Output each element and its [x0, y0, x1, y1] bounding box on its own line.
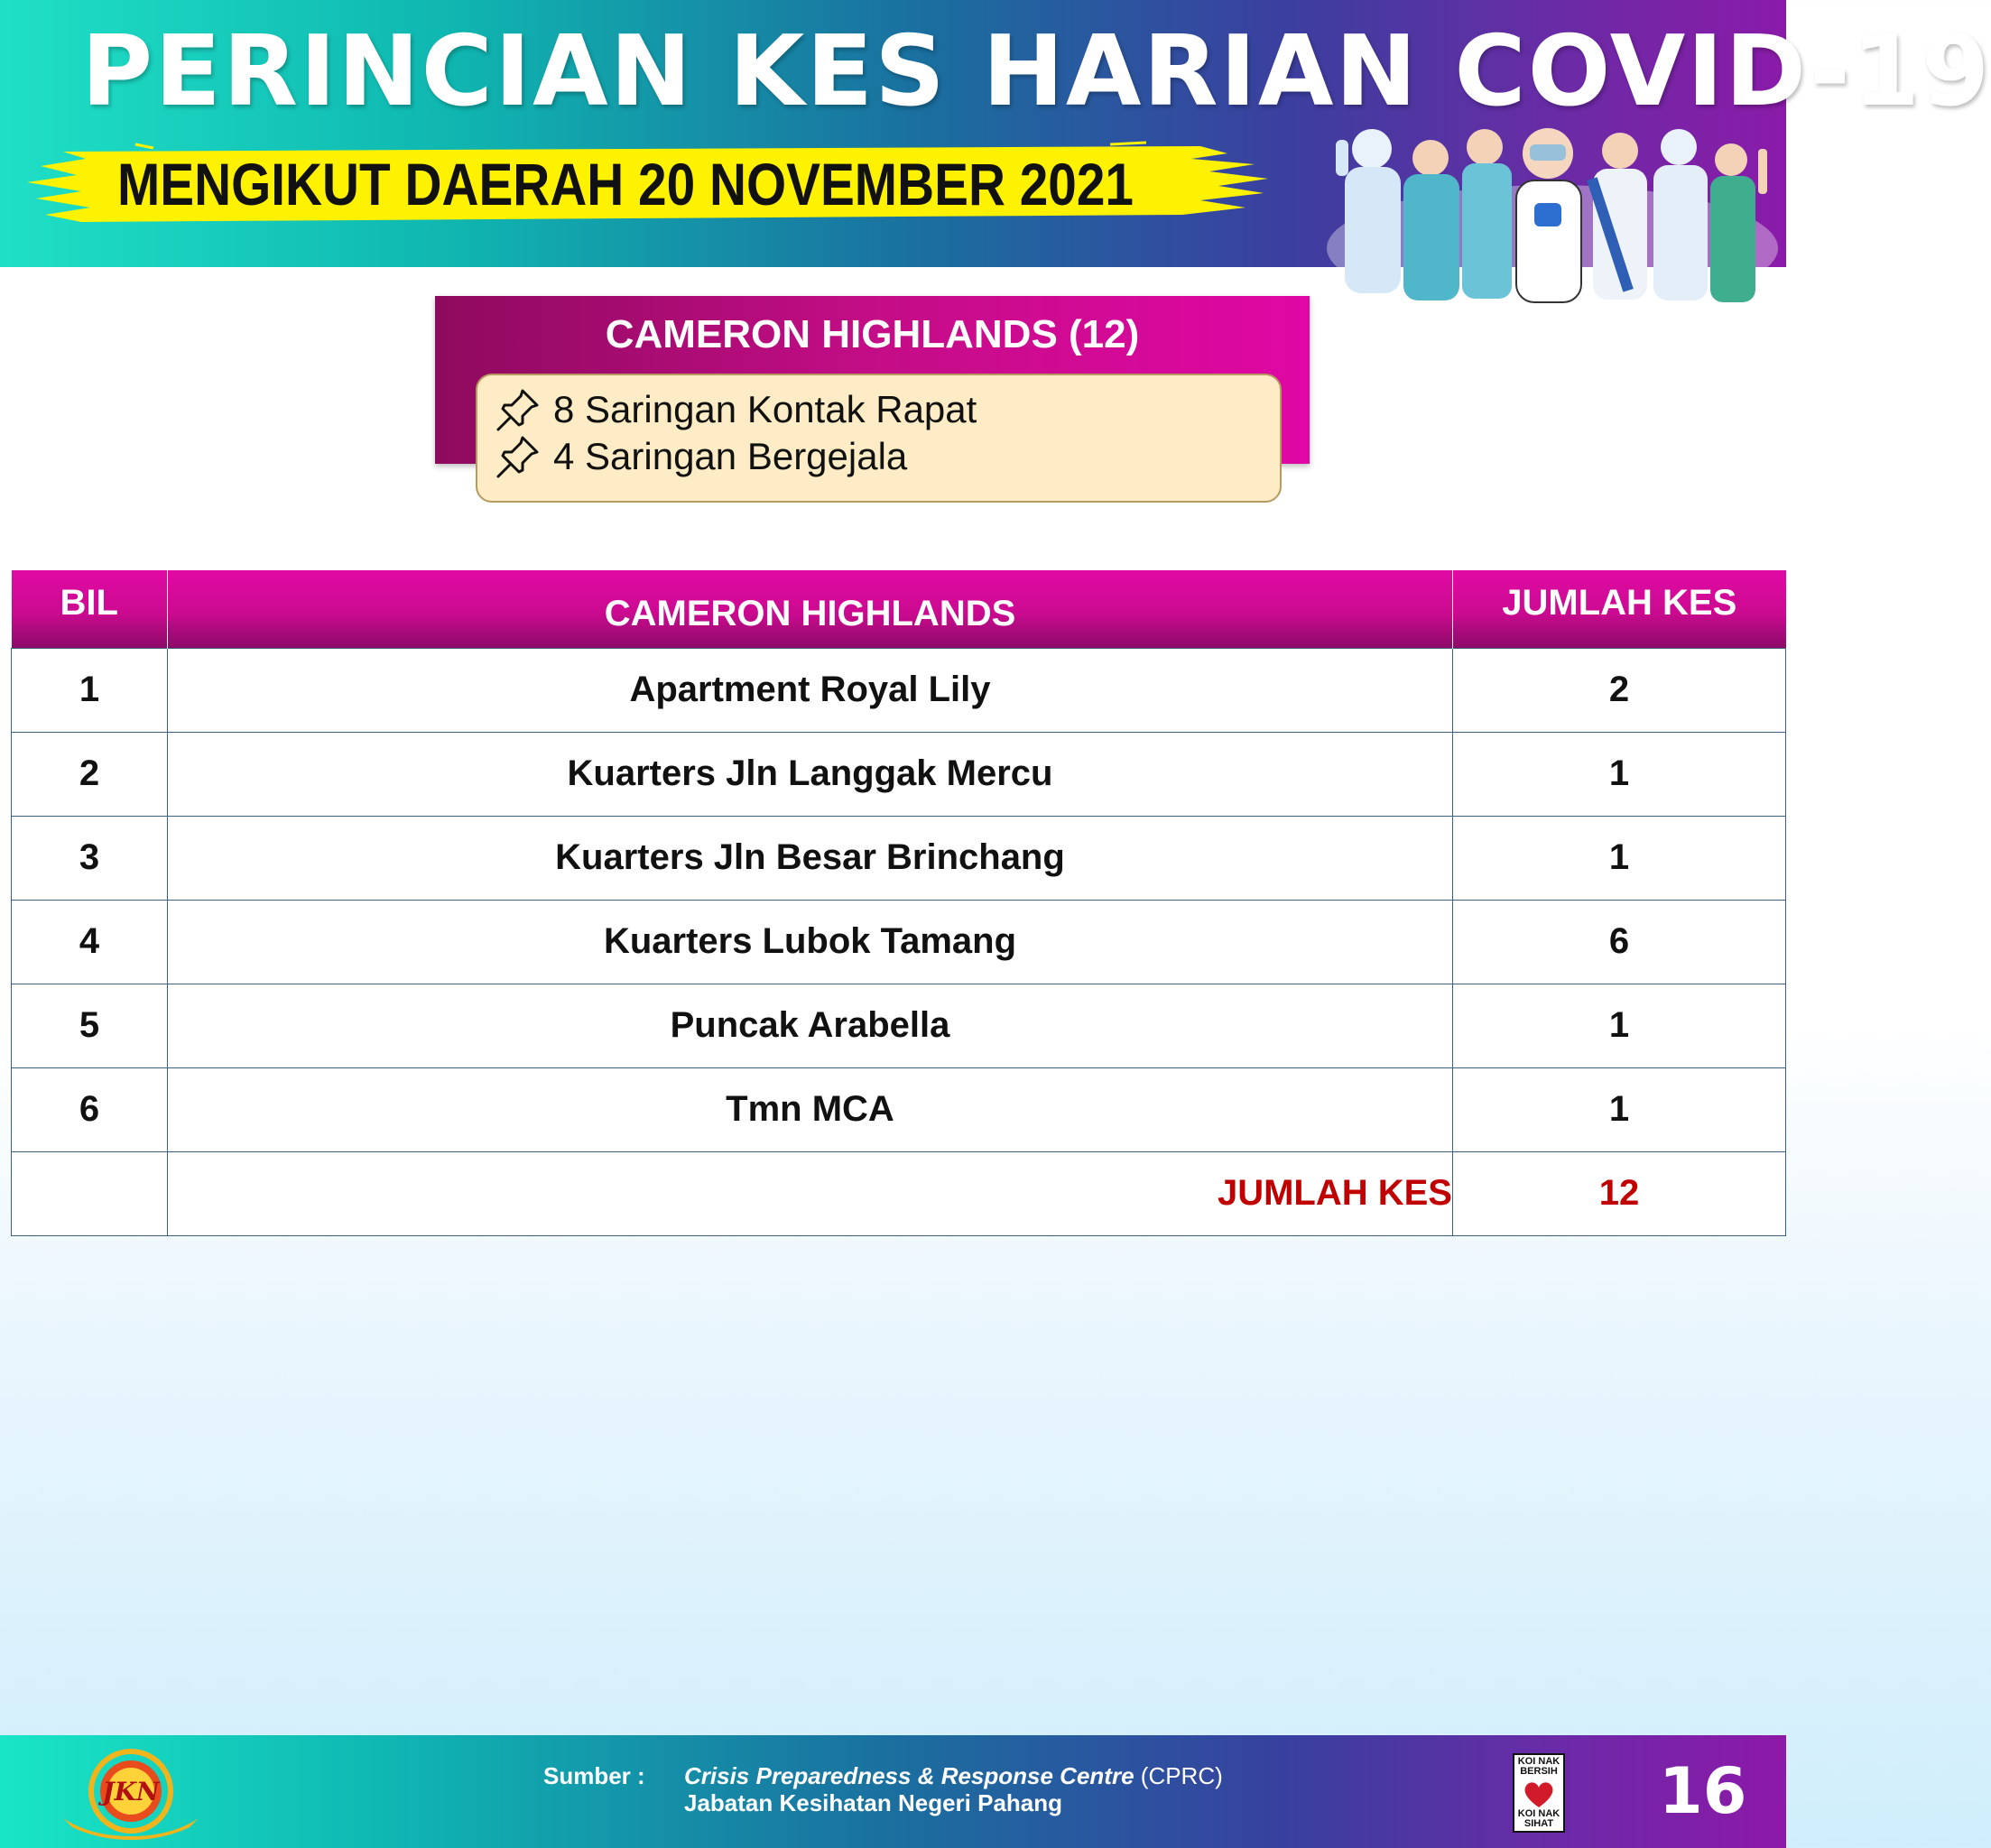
page-number: 16 — [1659, 1754, 1747, 1828]
subtitle-banner — [27, 143, 1273, 226]
row-location: Tmn MCA — [168, 1067, 1453, 1151]
table-row — [12, 900, 1786, 984]
source-label: Sumber : — [543, 1762, 645, 1789]
source-org-line — [684, 1762, 1223, 1790]
case-table — [11, 570, 1786, 1236]
column-header-cases: JUMLAH KES — [1453, 570, 1786, 648]
table-header-row — [12, 570, 1786, 648]
header-banner — [0, 0, 1991, 267]
heart-icon — [1523, 1780, 1555, 1809]
row-number: 3 — [12, 816, 168, 900]
table-row — [12, 984, 1786, 1067]
row-location: Kuarters Lubok Tamang — [168, 900, 1453, 984]
row-number: 5 — [12, 984, 168, 1067]
healthcare-workers-illustration — [1318, 113, 1786, 307]
row-number: 4 — [12, 900, 168, 984]
row-cases: 1 — [1453, 816, 1786, 900]
total-empty-cell — [12, 1151, 168, 1235]
koi-bottom-text: KOI NAK SIHAT — [1517, 1808, 1560, 1829]
source-abbr: (CPRC) — [1140, 1762, 1223, 1789]
koi-top-text: KOI NAK BERSIH — [1517, 1756, 1560, 1777]
page-title: PERINCIAN KES HARIAN COVID-19 — [81, 15, 1991, 128]
pin-icon — [495, 387, 541, 432]
row-location: Apartment Royal Lily — [168, 648, 1453, 732]
column-header-location: CAMERON HIGHLANDS — [168, 570, 1453, 648]
row-location: Kuarters Jln Besar Brinchang — [168, 816, 1453, 900]
source-department: Jabatan Kesihatan Negeri Pahang — [684, 1789, 1063, 1816]
row-cases: 1 — [1453, 732, 1786, 816]
row-location: Puncak Arabella — [168, 984, 1453, 1067]
row-cases: 1 — [1453, 1067, 1786, 1151]
footer-bar — [0, 1735, 1786, 1848]
page-subtitle: MENGIKUT DAERAH 20 NOVEMBER 2021 — [117, 151, 1134, 217]
table-row — [12, 648, 1786, 732]
district-title: CAMERON HIGHLANDS (12) — [605, 312, 1140, 356]
table-row — [12, 816, 1786, 900]
koi-nak-sihat-badge — [1513, 1753, 1565, 1833]
worker-figure-icon — [1336, 129, 1401, 293]
screening-item — [495, 433, 907, 480]
column-header-bil: BIL — [12, 570, 168, 648]
row-cases: 1 — [1453, 984, 1786, 1067]
screening-item — [495, 386, 977, 433]
source-org: Crisis Preparedness & Response Centre — [684, 1762, 1134, 1789]
screening-text: 4 Saringan Bergejala — [553, 435, 908, 477]
total-label: JUMLAH KES — [168, 1151, 1453, 1235]
logo-text: JKN — [102, 1777, 160, 1806]
row-cases: 6 — [1453, 900, 1786, 984]
jkn-logo — [54, 1746, 208, 1841]
table-row — [12, 732, 1786, 816]
screening-text: 8 Saringan Kontak Rapat — [553, 388, 977, 430]
row-number: 2 — [12, 732, 168, 816]
table-row — [12, 1067, 1786, 1151]
row-cases: 2 — [1453, 648, 1786, 732]
table-total-row — [12, 1151, 1786, 1235]
screening-summary-box — [476, 374, 1282, 503]
total-value: 12 — [1453, 1151, 1786, 1235]
row-location: Kuarters Jln Langgak Mercu — [168, 732, 1453, 816]
row-number: 6 — [12, 1067, 168, 1151]
row-number: 1 — [12, 648, 168, 732]
pin-icon — [495, 434, 541, 479]
